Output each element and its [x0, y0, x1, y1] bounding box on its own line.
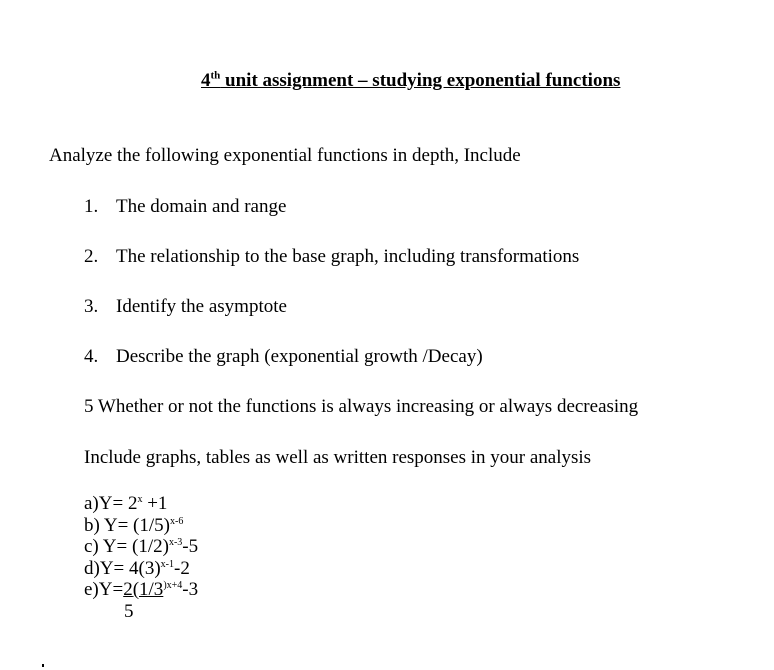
list-item-number: 1. [84, 196, 99, 217]
function-e-numerator: 2 [123, 579, 133, 600]
list-item-1 [84, 196, 286, 218]
title-ordinal-number: 4 [201, 70, 211, 91]
list-item-text: Identify the asymptote [116, 296, 287, 317]
function-d [84, 558, 198, 580]
function-b-base: b) Y= (1/5) [84, 514, 170, 536]
function-e-tail: -3 [182, 579, 199, 600]
function-a-exponent: x [137, 494, 143, 505]
function-e-exponent: )x+4 [163, 580, 183, 591]
function-e-prefix: e)Y= [84, 579, 124, 600]
function-d-exponent: x-1 [160, 558, 175, 570]
function-c-base: c) Y= (1/2) [84, 536, 169, 557]
function-a-base: a)Y= 2 [84, 493, 138, 514]
function-c [84, 536, 198, 558]
function-list [84, 493, 198, 622]
list-item-number: 2. [84, 246, 99, 267]
function-e-denominator: 5 [124, 600, 134, 622]
list-item-number: 3. [84, 296, 99, 317]
list-item-4 [84, 346, 483, 368]
function-e-fraction: (1/3 [132, 579, 164, 600]
function-e [84, 579, 198, 601]
list-item-3 [84, 296, 287, 318]
list-item-text: The relationship to the base graph, including transformations [116, 246, 580, 267]
list-item-text: The domain and range [116, 196, 287, 217]
title-text: unit assignment – studying exponential functions [220, 70, 621, 91]
function-a-tail: +1 [142, 493, 168, 514]
title-ordinal-suffix: th [210, 69, 221, 82]
function-b [84, 515, 198, 537]
list-item-number: 4. [84, 346, 99, 367]
function-d-base: d)Y= 4(3) [84, 557, 161, 579]
function-b-exponent: x-6 [170, 515, 184, 527]
function-d-tail: -2 [174, 557, 190, 579]
list-item-5: 5 Whether or not the functions is always increasing or always decreasing [84, 396, 639, 417]
list-item-2 [84, 246, 579, 268]
list-item-text: Describe the graph (exponential growth /Decay) [116, 346, 483, 367]
function-a [84, 493, 198, 515]
assignment-title [201, 70, 620, 92]
function-c-exponent: x-3 [168, 537, 183, 548]
include-note: Include graphs, tables as well as written responses in your analysis [84, 447, 592, 468]
function-c-tail: -5 [182, 536, 199, 557]
stray-mark [42, 664, 44, 667]
intro-paragraph: Analyze the following exponential functions in depth, Include [49, 145, 521, 166]
